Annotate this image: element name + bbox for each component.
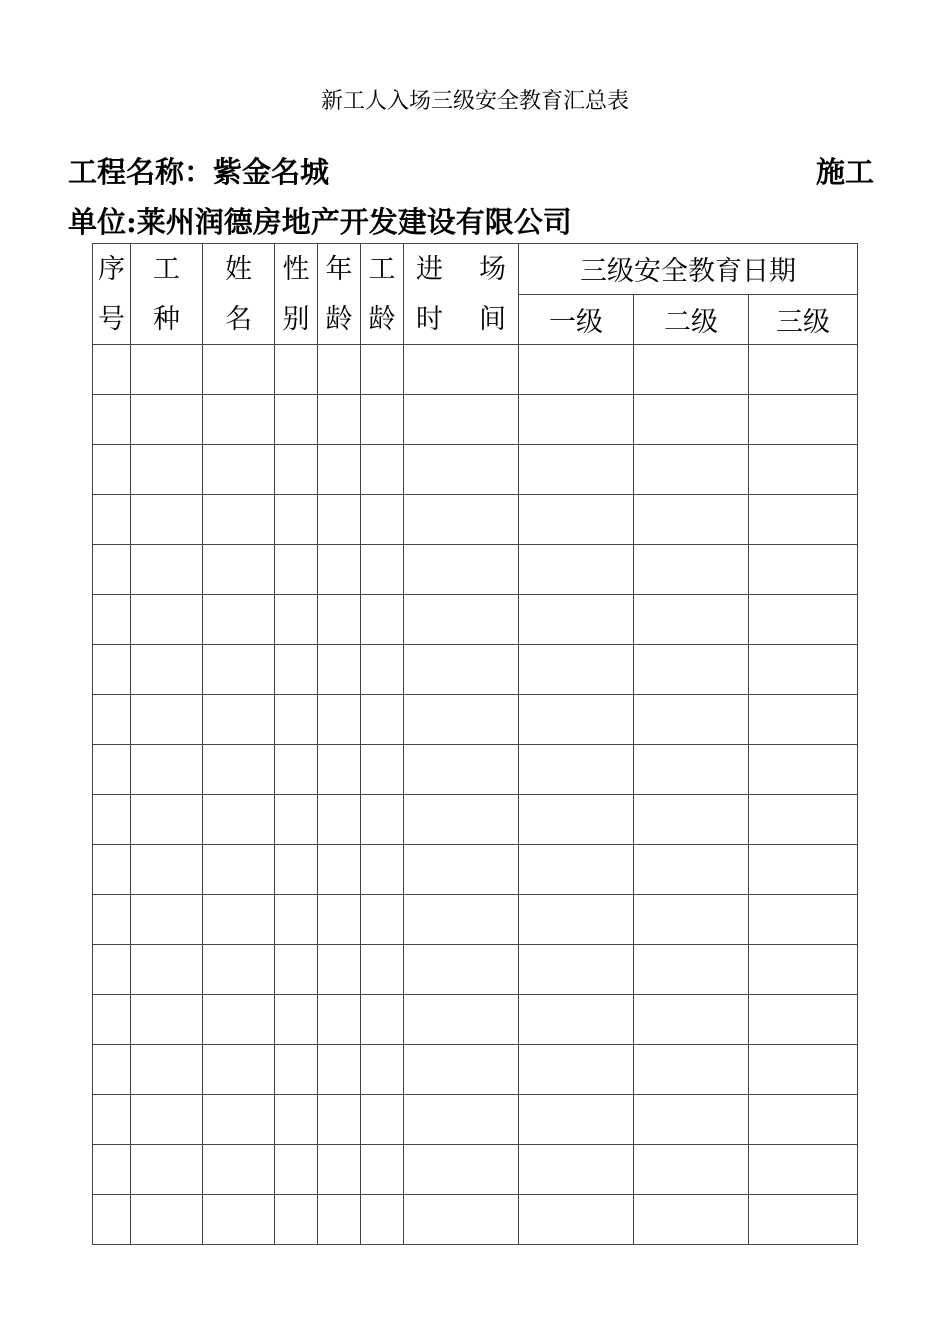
- table-cell: [749, 795, 858, 845]
- table-cell: [634, 395, 749, 445]
- table-cell: [275, 995, 318, 1045]
- table-cell: [318, 895, 361, 945]
- table-cell: [318, 845, 361, 895]
- table-cell: [749, 745, 858, 795]
- table-cell: [275, 345, 318, 395]
- table-cell: [318, 345, 361, 395]
- table-cell: [318, 445, 361, 495]
- table-row: [93, 845, 858, 895]
- table-cell: [318, 745, 361, 795]
- table-cell: [749, 395, 858, 445]
- table-cell: [318, 1145, 361, 1195]
- table-cell: [749, 595, 858, 645]
- table-cell: [131, 595, 203, 645]
- table-cell: [275, 395, 318, 445]
- table-cell: [404, 995, 519, 1045]
- table-cell: [634, 995, 749, 1045]
- table-cell: [361, 595, 404, 645]
- table-cell: [203, 845, 275, 895]
- table-cell: [519, 745, 634, 795]
- table-cell: [361, 1045, 404, 1095]
- table-cell: [93, 495, 131, 545]
- table-cell: [404, 445, 519, 495]
- table-cell: [634, 645, 749, 695]
- table-cell: [131, 395, 203, 445]
- table-cell: [275, 545, 318, 595]
- table-row: [93, 1045, 858, 1095]
- table-cell: [318, 495, 361, 545]
- table-cell: [275, 845, 318, 895]
- table-cell: [519, 595, 634, 645]
- header-work-years-top: 工: [368, 253, 396, 285]
- header-entry-time-3: 时: [416, 303, 443, 335]
- header-work-years-bottom: 龄: [368, 303, 396, 335]
- table-cell: [93, 645, 131, 695]
- table-cell: [318, 1195, 361, 1245]
- table-row: [93, 645, 858, 695]
- table-cell: [749, 1195, 858, 1245]
- table-cell: [749, 1095, 858, 1145]
- table-cell: [404, 395, 519, 445]
- table-cell: [361, 895, 404, 945]
- header-entry-time: [404, 244, 519, 345]
- table-cell: [519, 1195, 634, 1245]
- table-cell: [93, 845, 131, 895]
- table-cell: [275, 1045, 318, 1095]
- summary-table: [92, 243, 858, 1245]
- table-cell: [131, 495, 203, 545]
- table-cell: [131, 1045, 203, 1095]
- table-cell: [519, 1095, 634, 1145]
- table-cell: [203, 595, 275, 645]
- table-cell: [275, 1145, 318, 1195]
- table-cell: [361, 345, 404, 395]
- table-cell: [519, 795, 634, 845]
- table-cell: [404, 1095, 519, 1145]
- table-cell: [634, 845, 749, 895]
- table-cell: [275, 595, 318, 645]
- table-row: [93, 1145, 858, 1195]
- table-cell: [749, 895, 858, 945]
- table-cell: [749, 945, 858, 995]
- table-cell: [93, 395, 131, 445]
- header-work-years: [361, 244, 404, 345]
- table-cell: [93, 595, 131, 645]
- table-cell: [361, 945, 404, 995]
- table-cell: [93, 795, 131, 845]
- table-cell: [131, 645, 203, 695]
- header-name-bottom: 名: [225, 303, 252, 335]
- table-cell: [131, 795, 203, 845]
- table-cell: [634, 1045, 749, 1095]
- table-row: [93, 945, 858, 995]
- table-cell: [275, 1095, 318, 1145]
- table-cell: [203, 395, 275, 445]
- table-cell: [361, 645, 404, 695]
- contractor-name: 单位:莱州润德房地产开发建设有限公司: [68, 205, 572, 239]
- table-cell: [361, 495, 404, 545]
- table-row: [93, 695, 858, 745]
- table-cell: [519, 495, 634, 545]
- table-cell: [275, 1195, 318, 1245]
- table-cell: [203, 1195, 275, 1245]
- table-cell: [404, 595, 519, 645]
- header-level1: 一级: [519, 294, 634, 345]
- table-cell: [634, 1195, 749, 1245]
- table-cell: [404, 545, 519, 595]
- table-cell: [275, 945, 318, 995]
- table-cell: [131, 445, 203, 495]
- table-cell: [131, 945, 203, 995]
- table-cell: [361, 745, 404, 795]
- table-cell: [749, 1045, 858, 1095]
- header-education-date: 三级安全教育日期: [519, 244, 858, 295]
- table-cell: [634, 745, 749, 795]
- header-seq: [93, 244, 131, 345]
- page-title: 新工人入场三级安全教育汇总表: [320, 89, 629, 114]
- table-row: [93, 1095, 858, 1145]
- table-cell: [361, 995, 404, 1045]
- table-row: [93, 545, 858, 595]
- table-cell: [404, 945, 519, 995]
- table-row: [93, 745, 858, 795]
- table-cell: [93, 995, 131, 1045]
- table-cell: [318, 695, 361, 745]
- table-cell: [203, 445, 275, 495]
- table-cell: [404, 345, 519, 395]
- table-cell: [131, 1195, 203, 1245]
- table-cell: [203, 795, 275, 845]
- table-cell: [203, 1145, 275, 1195]
- table-cell: [519, 945, 634, 995]
- table-cell: [275, 645, 318, 695]
- header-trade-bottom: 种: [153, 303, 180, 335]
- header-age: [318, 244, 361, 345]
- table-cell: [361, 545, 404, 595]
- table-cell: [634, 795, 749, 845]
- table-cell: [749, 695, 858, 745]
- header-trade: [131, 244, 203, 345]
- table-cell: [275, 895, 318, 945]
- header-name-top: 姓: [225, 253, 252, 285]
- table-cell: [519, 1045, 634, 1095]
- table-cell: [93, 945, 131, 995]
- table-cell: [519, 445, 634, 495]
- table-cell: [404, 1195, 519, 1245]
- table-cell: [634, 445, 749, 495]
- table-cell: [634, 1145, 749, 1195]
- table-row: [93, 895, 858, 945]
- table-cell: [131, 745, 203, 795]
- table-cell: [93, 345, 131, 395]
- table-cell: [404, 745, 519, 795]
- table-row: [93, 795, 858, 845]
- table-cell: [634, 495, 749, 545]
- table-cell: [749, 445, 858, 495]
- table-cell: [203, 1045, 275, 1095]
- table-cell: [404, 1045, 519, 1095]
- table-cell: [634, 695, 749, 745]
- table-cell: [634, 945, 749, 995]
- table-cell: [404, 495, 519, 545]
- table-cell: [749, 995, 858, 1045]
- table-cell: [318, 795, 361, 845]
- header-trade-top: 工: [153, 253, 180, 285]
- table-cell: [749, 545, 858, 595]
- table-cell: [361, 395, 404, 445]
- table-cell: [404, 1145, 519, 1195]
- table-cell: [131, 995, 203, 1045]
- table-cell: [318, 995, 361, 1045]
- table-cell: [519, 895, 634, 945]
- table-cell: [749, 345, 858, 395]
- table-row: [93, 345, 858, 395]
- table-cell: [634, 895, 749, 945]
- table-cell: [93, 1145, 131, 1195]
- table-cell: [519, 395, 634, 445]
- header-seq-top: 序: [98, 253, 125, 285]
- table-cell: [275, 745, 318, 795]
- table-cell: [93, 895, 131, 945]
- project-name: 工程名称：紫金名城: [68, 155, 330, 189]
- table-cell: [749, 495, 858, 545]
- table-cell: [275, 695, 318, 745]
- table-cell: [275, 445, 318, 495]
- header-entry-time-1: 进: [416, 253, 443, 285]
- table-row: [93, 1195, 858, 1245]
- table-cell: [93, 695, 131, 745]
- table-cell: [131, 545, 203, 595]
- table-cell: [131, 695, 203, 745]
- header-entry-time-4: 间: [479, 303, 506, 335]
- table-cell: [634, 345, 749, 395]
- table-cell: [519, 995, 634, 1045]
- table-cell: [318, 645, 361, 695]
- table-row: [93, 595, 858, 645]
- header-gender-bottom: 别: [282, 303, 310, 335]
- table-cell: [203, 945, 275, 995]
- table-cell: [203, 645, 275, 695]
- table-cell: [404, 695, 519, 745]
- table-cell: [318, 945, 361, 995]
- table-cell: [93, 745, 131, 795]
- table-cell: [93, 445, 131, 495]
- header-level2: 二级: [634, 294, 749, 345]
- table-row: [93, 495, 858, 545]
- table-cell: [361, 795, 404, 845]
- table-cell: [203, 545, 275, 595]
- table-cell: [318, 1095, 361, 1145]
- table-cell: [519, 845, 634, 895]
- table-cell: [749, 1145, 858, 1195]
- header-name: [203, 244, 275, 345]
- table-cell: [749, 845, 858, 895]
- table-cell: [404, 895, 519, 945]
- table-cell: [361, 445, 404, 495]
- table-cell: [749, 645, 858, 695]
- table-cell: [93, 1045, 131, 1095]
- header-gender-top: 性: [282, 253, 310, 285]
- header-level3: 三级: [749, 294, 858, 345]
- table-cell: [203, 695, 275, 745]
- table-cell: [519, 1145, 634, 1195]
- table-cell: [519, 645, 634, 695]
- table-cell: [131, 895, 203, 945]
- table-cell: [361, 845, 404, 895]
- table-cell: [203, 745, 275, 795]
- table-cell: [275, 495, 318, 545]
- header-seq-bottom: 号: [98, 303, 125, 335]
- table-cell: [519, 545, 634, 595]
- table-cell: [131, 1145, 203, 1195]
- table-cell: [203, 1095, 275, 1145]
- table-cell: [131, 845, 203, 895]
- table-cell: [203, 995, 275, 1045]
- table-cell: [361, 695, 404, 745]
- table-cell: [275, 795, 318, 845]
- table-cell: [318, 595, 361, 645]
- header-entry-time-2: 场: [479, 253, 506, 285]
- table-cell: [634, 595, 749, 645]
- table-cell: [404, 645, 519, 695]
- table-cell: [318, 545, 361, 595]
- table-cell: [361, 1145, 404, 1195]
- table-cell: [93, 545, 131, 595]
- table-cell: [634, 545, 749, 595]
- header-age-bottom: 龄: [325, 303, 353, 335]
- table-cell: [361, 1095, 404, 1145]
- table-cell: [203, 345, 275, 395]
- table-cell: [203, 895, 275, 945]
- table-cell: [131, 1095, 203, 1145]
- table-cell: [634, 1095, 749, 1145]
- table-cell: [131, 345, 203, 395]
- table-row: [93, 445, 858, 495]
- table-cell: [93, 1195, 131, 1245]
- table-cell: [318, 1045, 361, 1095]
- table-cell: [519, 345, 634, 395]
- table-row: [93, 995, 858, 1045]
- table-cell: [203, 495, 275, 545]
- table-cell: [404, 795, 519, 845]
- table-cell: [318, 395, 361, 445]
- table-cell: [404, 845, 519, 895]
- table-cell: [93, 1095, 131, 1145]
- contractor-label-start: 施工: [816, 155, 875, 189]
- header-gender: [275, 244, 318, 345]
- table-cell: [519, 695, 634, 745]
- header-age-top: 年: [325, 253, 353, 285]
- table-row: [93, 395, 858, 445]
- table-cell: [361, 1195, 404, 1245]
